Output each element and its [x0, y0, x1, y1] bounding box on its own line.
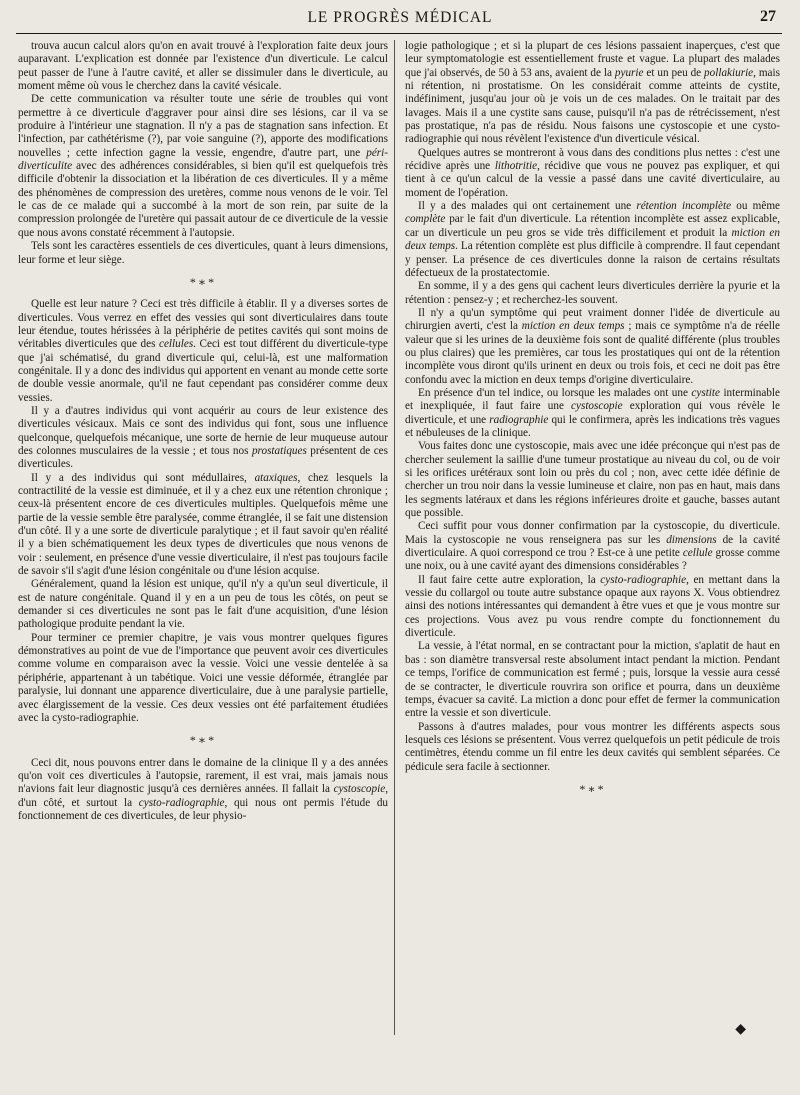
- paragraph: Il faut faire cette autre exploration, la cysto-radiographie, en mettant dans la vessie du collargol ou toute autre substance opaque aux rayons X. Vous obtiendrez ainsi des notions intéressantes qui demandent à être vues et que je vous montre sur ces projections. Vous avez pu vous rendre compte du fonctionnement du diverticule.: [405, 573, 780, 640]
- paragraph: La vessie, à l'état normal, en se contractant pour la miction, s'aplatit de haut en bas : son diamètre transversal reste absolument intact pendant la miction. Pendant ce temps, l'orifice de communication est fermé ; puis, lorsque la vessie aura cessé de se contracter, le diverticule rouvrira son orifice et pourra, dans un deuxième temps, évacuer sa cavité. La miction a donc pour effet de fermer la communication entre la vessie et son diverticule.: [405, 640, 780, 720]
- italic-term: cystite: [691, 386, 720, 399]
- paragraph: Vous faites donc une cystoscopie, mais avec une idée préconçue qui n'est pas de chercher seulement la saillie d'une tumeur prostatique au niveau du col, ou de voir si les orifices urétéraux sont loin ou près du col ; non, avec cette idée définie de chercher un trou noir dans la vessie lumineuse et claire, non pas en haut, mais dans les segments latéraux et dans les régions inférieures droite et gauche, basses autant que possible.: [405, 440, 780, 520]
- italic-term: lithotritie: [494, 160, 538, 173]
- italic-term: rétention incomplète: [636, 200, 732, 213]
- paragraph: Ceci suffit pour vous donner confirmation par la cystoscopie, du diverticule. Mais la cystoscopie ne vous renseignera pas sur les dimensions de la cavité diverticulaire. A quoi correspond ce trou ? Est-ce à une petite cellule grosse comme une noix, ou à une cavité ayant des dimensions considérables ?: [405, 520, 780, 573]
- paragraph: Quelques autres se montreront à vous dans des conditions plus nettes : c'est une récidive après une lithotritie, récidive que vous ne pouvez pas expliquer, et qui tient à ce qu'un calcul de la vessie a passé dans une cavité diverticulaire, au moment de l'opération.: [405, 146, 780, 199]
- left-paragraphs-2: [18, 298, 388, 725]
- paragraph: Ceci dit, nous pouvons entrer dans le domaine de la clinique Il y a des années qu'on voit ces diverticules à l'autopsie, rarement, il est vrai, mais jamais nous n'avions fait leur diagnostic jusqu'à ces dernières années. Il fallait la cystoscopie, d'un côté, et surtout la cysto-radiographie, qui nous ont permis l'étude du fonctionnement de ces diverticules, de leur physio-: [18, 756, 389, 822]
- column-divider: [394, 40, 395, 1035]
- paragraph: En somme, il y a des gens qui cachent leurs diverticules derrière la pyurie et la rétention : pensez-y ; et recherchez-les souvent.: [405, 280, 780, 306]
- paragraph: En présence d'un tel indice, ou lorsque les malades ont une cystite interminable et inexpliquée, il faut faire une cystoscopie exploration qui vous révèle le diverticule, et une radiographie qui le confirmera, après les indications très vagues et nébuleuses de la clinique.: [405, 386, 780, 439]
- italic-term: pyurie: [614, 66, 644, 79]
- italic-term: prostatiques: [251, 444, 307, 457]
- italic-term: cellules: [159, 338, 194, 351]
- right-paragraphs: [405, 40, 780, 774]
- italic-term: dimensions: [666, 533, 717, 546]
- paragraph: logie pathologique ; et si la plupart de ces lésions passaient inaperçues, c'est que leur symptomatologie est essentiellement fruste et vague. La plupart des malades que j'ai observés, de 50 à 53 ans, avaient de la pyurie et un peu de pollakiurie, mais ni rétention, ni prostatisme. On les considérait comme atteints de cystite, indéfiniment, jusqu'au jour où je vois un de ces malades. On le traitait par des lavages. Mais il a une cystite sans cause, puisqu'il n'a pas de rétrécissement, n'est pas prostatique, n'a pas de résidu. Nous faisons une cystoscopie et une cysto-radiographie qui nous révèlent l'existence d'un diverticule vésical.: [405, 40, 780, 146]
- italic-term: péri-diverticulite: [18, 146, 388, 173]
- paragraph: trouva aucun calcul alors qu'on en avait trouvé à l'exploration faite deux jours auparavant. L'explication est donnée par l'existence d'un diverticule. Le calcul peut passer de l'une à l'autre cavité, et aller se dissimuler dans le diverticule, au moment même où vous le cherchez dans la cavité vésicale.: [18, 40, 388, 93]
- italic-term: complète: [405, 213, 446, 226]
- italic-term: cystoscopie: [571, 400, 623, 413]
- italic-term: cysto-radiographie: [138, 796, 225, 809]
- paragraph: De cette communication va résulter toute une série de troubles qui vont permettre à ce diverticule d'aggraver pour ainsi dire ses lésions, car il va se produire à l'intérieur une stagnation. Il n'y a pas de stagnation sans infection. Et l'infection, par cathétérisme (?), par voie sanguine (?), apporte des modifications nouvelles ; cette infection gagne la vessie, engendre, d'autre part, une péri-diverticulite avec des adhérences considérables, si bien qu'il est quelquefois très difficile d'obtenir la dissociation et la libération de ces diverticules. Il y a même des phénomènes de compression des uretères, comme nous venons de le voir. Tel le cas de ce malade qui a succombé à la mort de son rein, par suite de la compression prolongée de l'uretère qui passait autour de ce diverticule de la vessie que nous avons constaté récemment à l'autopsie.: [18, 93, 388, 239]
- section-separator: *∗*: [579, 781, 606, 796]
- italic-term: cysto-radiographie: [600, 573, 687, 586]
- italic-term: miction en deux temps: [521, 320, 625, 333]
- header-rule: [16, 33, 782, 34]
- page-number: 27: [760, 8, 776, 25]
- italic-term: ataxiques: [254, 471, 298, 484]
- paragraph: Il y a des malades qui ont certainement une rétention incomplète ou même complète par le fait d'un diverticule. La rétention incomplète est assez explicable, car un diverticule un peu gros se vide très difficilement et produit la miction en deux temps. La rétention complète est plus difficile à comprendre. Il faut cependant y penser. La présence de ces diverticules donne la raison de certains résultats défectueux de la prostatectomie.: [405, 200, 780, 279]
- italic-term: cystoscopie: [333, 783, 386, 796]
- italic-term: radiographie: [489, 413, 549, 426]
- left-paragraphs-3: [18, 757, 388, 824]
- right-column: [405, 40, 780, 805]
- paragraph: Généralement, quand la lésion est unique, qu'il n'y a qu'un seul diverticule, il est de nature congénitale. Quand il y en a un peu de tous les côtés, on peut se demander si ces diverticules ne sont pas le fait d'une acquisition, d'une lésion pathologique produite pendant la vie.: [18, 578, 388, 631]
- end-ornament: ◆: [735, 1022, 746, 1037]
- left-column: [18, 40, 388, 823]
- italic-term: pollakiurie: [704, 66, 754, 79]
- paragraph: Tels sont les caractères essentiels de ces diverticules, quant à leurs dimensions, leur forme et leur siège.: [18, 240, 388, 266]
- section-separator: *∗*: [189, 733, 217, 748]
- paragraph: Passons à d'autres malades, pour vous montrer les différents aspects sous lesquels ces lésions se présentent. Vous verrez quelquefois un petit pédicule de trois centimètres, étendu comme un fil entre les deux cavités qui semblent séparées. Ce pédicule sera facile à sectionner.: [405, 720, 780, 773]
- italic-term: cellule: [682, 547, 713, 560]
- journal-title: LE PROGRÈS MÉDICAL: [307, 9, 493, 26]
- paragraph: Il n'y a qu'un symptôme qui peut vraiment donner l'idée de diverticule au chirurgien averti, c'est la miction en deux temps ; mais ce symptôme n'a de réelle valeur que si les urines de la deuxième fois sont de qualité différente (plus troubles ou plus claires) que les premières, car tous les prostatiques qui ont de la rétention incomplète vous diront qu'ils urinent en deux ou trois fois, et ceci ne doit pas être confondu avec la miction en deux temps d'origine diverticulaire.: [405, 306, 780, 386]
- paragraph: Pour terminer ce premier chapitre, je vais vous montrer quelques figures démonstratives au point de vue de l'importance que peuvent avoir ces diverticules comme volume en comparaison avec la vessie. Voici une vessie dentelée à sa périphérie, appartenant à un tabétique. Voici une vessie déformée, étranglée par paralysie, lui donnant une apparence diverticulaire, due à une paralysie partielle, avec élargissement de la vessie. Ces deux vessies ont été parfaitement étudiées avec la cysto-radiographie.: [18, 631, 388, 724]
- paragraph: Il y a d'autres individus qui vont acquérir au cours de leur existence des diverticules vésicaux. Mais ce sont des individus qui font, sous une influence quelconque, quelquefois mécanique, une sorte de hernie de leur muqueuse autour des colonnes musculaires de la vessie ; et tous nos prostatiques présentent de ces diverticules.: [18, 404, 388, 471]
- paragraph: Il y a des individus qui sont médullaires, ataxiques, chez lesquels la contractilité de la vessie est diminuée, et il y a chez eux une rétention chronique ; ceux-là présentent encore de ces diverticules multiples. Quelquefois même une partie de la vessie semble être paralysée, comme étranglée, il se fait une distension d'un côté. Il y a une sorte de diverticule paralytique ; et il faut savoir qu'en réalité il y a bien schématiquement les deux types de diverticules que nous venons de voir : seulement, en présence d'une vessie diverticulaire, il n'est pas toujours facile de savoir s'il s'agit d'une lésion congénitale ou d'une lésion acquise.: [18, 471, 389, 578]
- left-paragraphs-1: [18, 40, 388, 267]
- paragraph: Quelle est leur nature ? Ceci est très difficile à établir. Il y a diverses sortes de diverticules. Vous verrez en effet des vessies qui sont diverticulaires dans toute leur étendue, toutes hérissées à la périphérie de petites cavités qui sont moins de véritables diverticules que des cellules. Ceci est tout différent du diverticule-type que j'ai schématisé, du grand diverticule qui, celui-là, est une malformation congénitale. Il y a donc des individus qui apportent en venant au monde cette sorte de double vessie anormale, qu'il ne faut cependant pas considérer comme deux vessies.: [18, 298, 389, 404]
- italic-term: miction en deux temps: [405, 226, 780, 253]
- section-separator: *∗*: [189, 274, 217, 289]
